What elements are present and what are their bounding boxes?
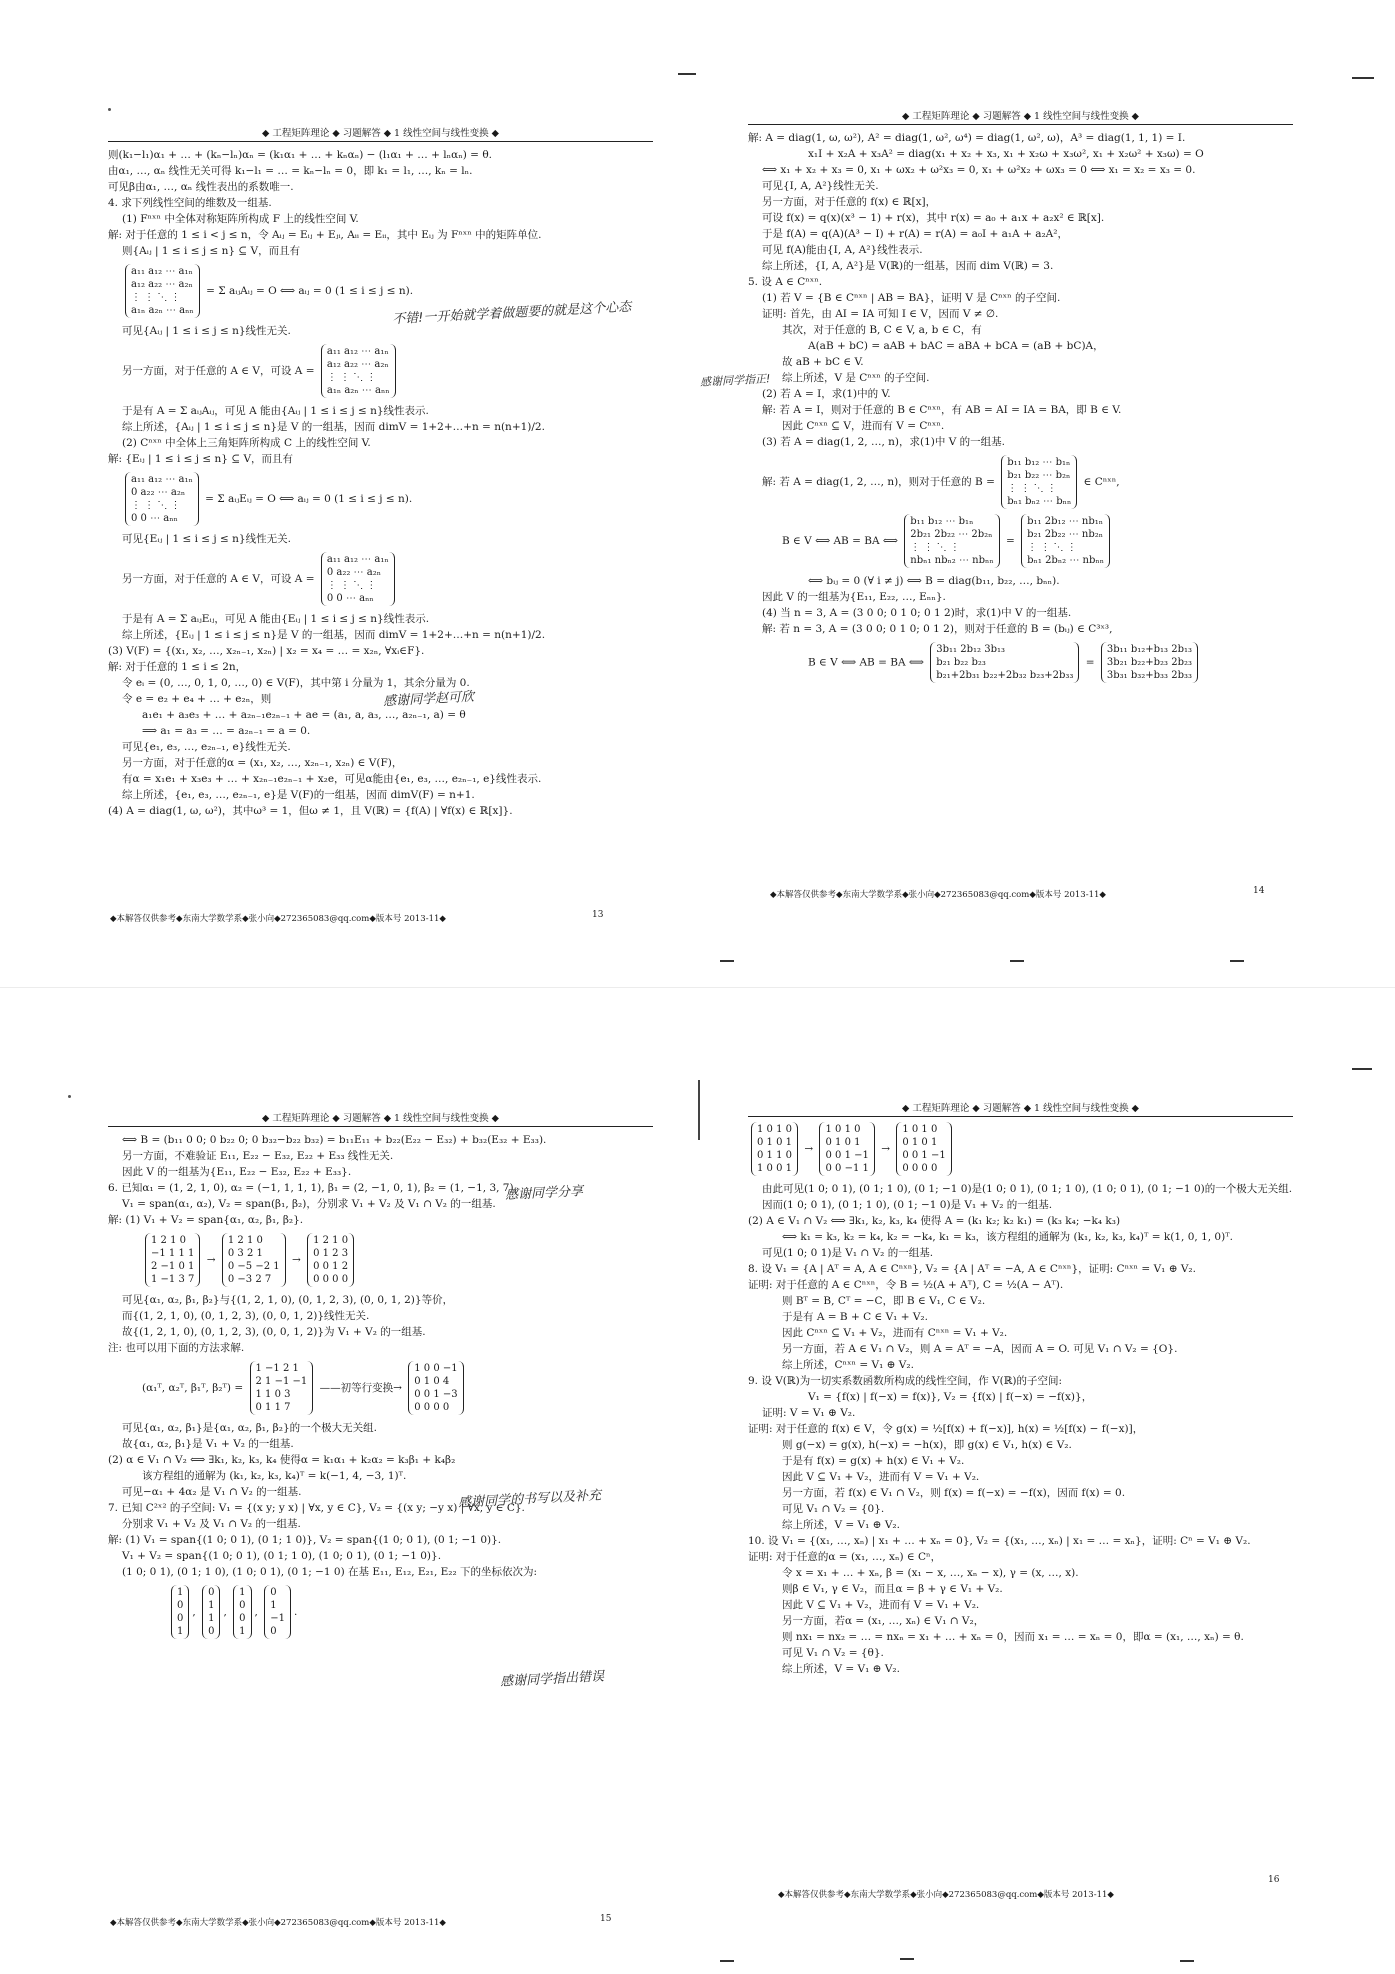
row-reduction: 1 2 1 0 −1 1 1 1 2 −1 0 1 1 −1 3 7 → 1 2 1 0 0 3 2 1 0 −5 −2 1 0 −3 2 7 → 1 2 1 0 0 1 2 3 0 0 1 2 0 0 0 0 xyxy=(108,1233,653,1287)
matrix: 1 2 1 0 0 1 2 3 0 0 1 2 0 0 0 0 xyxy=(307,1233,354,1287)
scan-mark xyxy=(1010,960,1024,962)
text-line: 故{α₁, α₂, β₁}是 V₁ + V₂ 的一组基. xyxy=(122,1438,294,1450)
text-line: 则 nx₁ = nx₂ = … = nxₙ = x₁ + … + xₙ = 0，因而 x₁ = … = xₙ = 0，即α = (x₁, …, xₙ) = θ. xyxy=(782,1631,1244,1643)
text-line: B ∈ V ⟺ AB = BA ⟺ xyxy=(808,656,924,669)
text-line: 则 Bᵀ = B, Cᵀ = −C，即 B ∈ V₁, C ∈ V₂. xyxy=(782,1295,986,1307)
text-line: ⟺ k₁ = k₃, k₂ = k₄, k₂ = −k₄, k₁ = k₃，该方程组的通解为 (k₁, k₂, k₃, k₄)ᵀ = k(1, 0, 1, 0)ᵀ. xyxy=(782,1231,1233,1243)
text-line: B ∈ V ⟺ AB = BA ⟺ xyxy=(782,535,898,547)
text-line: (2) A ∈ V₁ ∩ V₂ ⟺ ∃k₁, k₂, k₃, k₄ 使得 A = (k₁ k₂; k₂ k₁) = (k₃ k₄; −k₄ k₃) xyxy=(748,1215,1121,1227)
matrix: 0 1 −1 0 xyxy=(264,1585,291,1639)
matrix: 1 0 1 0 0 1 0 1 0 1 1 0 1 0 0 1 xyxy=(751,1122,798,1176)
text-line: (4) 当 n = 3, A = (3 0 0; 0 1 0; 0 1 2)时，求(1)中 V 的一组基. xyxy=(762,607,1072,619)
scan-mark xyxy=(900,1958,914,1960)
text-line: 故 aB + bC ∈ V. xyxy=(782,356,864,368)
text-line: 解: 对于任意的 1 ≤ i ≤ 2n， xyxy=(108,661,247,673)
text-line: (2) 若 A = I，求(1)中的 V. xyxy=(762,388,891,400)
problem-title: 7. 已知 C²ˣ² 的子空间: V₁ = {(x y; y x) | ∀x, y ∈ C}, V₂ = {(x y; −y x) | ∀x, y ∈ C}. xyxy=(108,1502,525,1514)
text-line: 可见{Aᵢⱼ | 1 ≤ i ≤ j ≤ n}线性无关. xyxy=(122,325,291,337)
text-line: 证明: V = V₁ ⊕ V₂. xyxy=(762,1407,856,1419)
text-line: (3) V(F) = {(x₁, x₂, …, x₂ₙ₋₁, x₂ₙ) | x₂ = x₄ = … = x₂ₙ, ∀xᵢ∈F}. xyxy=(108,645,425,657)
text-line: 可设 f(x) = q(x)(x³ − 1) + r(x)，其中 r(x) = a₀ + a₁x + a₂x² ∈ ℝ[x]. xyxy=(762,212,1105,224)
matrix: b₁₁ 2b₁₂ ⋯ nb₁ₙ b₂₁ 2b₂₂ ⋯ nb₂ₙ ⋮ ⋮ ⋱ ⋮ bₙ₁ 2bₙ₂ ⋯ nbₙₙ xyxy=(1021,514,1110,568)
text-line: 另一方面，对于任意的 A ∈ V，可设 A = xyxy=(122,365,315,377)
text-line: 可见−α₁ + 4α₂ 是 V₁ ∩ V₂ 的一组基. xyxy=(122,1486,302,1498)
text-line: (1) Fⁿˣⁿ 中全体对称矩阵所构成 F 上的线性空间 V. xyxy=(122,213,359,225)
text-line: = Σ aᵢⱼEᵢⱼ = O ⟺ aᵢⱼ = 0 (1 ≤ i ≤ j ≤ n). xyxy=(205,493,413,505)
text-line: (2) α ∈ V₁ ∩ V₂ ⟺ ∃k₁, k₂, k₃, k₄ 使得α = k₁α₁ + k₂α₂ = k₃β₁ + k₄β₂ xyxy=(108,1454,456,1466)
page-number: 15 xyxy=(600,1914,612,1924)
scan-mark xyxy=(1180,1960,1194,1962)
matrix: a₁₁ a₁₂ ⋯ a₁ₙ a₁₂ a₂₂ ⋯ a₂ₙ ⋮ ⋮ ⋱ ⋮ a₁ₙ a₂ₙ ⋯ aₙₙ xyxy=(321,344,396,398)
text-line: 因此 V 的一组基为{E₁₁, E₂₂, …, Eₙₙ}. xyxy=(762,591,946,603)
matrix: b₁₁ b₁₂ ⋯ b₁ₙ 2b₂₁ 2b₂₂ ⋯ 2b₂ₙ ⋮ ⋮ ⋱ ⋮ nbₙ₁ nbₙ₂ ⋯ nbₙₙ xyxy=(904,514,999,568)
matrix: a₁₁ a₁₂ ⋯ a₁ₙ a₁₂ a₂₂ ⋯ a₂ₙ ⋮ ⋮ ⋱ ⋮ a₁ₙ a₂ₙ ⋯ aₙₙ xyxy=(125,264,200,318)
page-header: ◆ 工程矩阵理论 ◆ 习题解答 ◆ 1 线性空间与线性变换 ◆ xyxy=(108,125,653,142)
page-header: ◆ 工程矩阵理论 ◆ 习题解答 ◆ 1 线性空间与线性变换 ◆ xyxy=(748,108,1293,125)
text-line: 解: A = diag(1, ω, ω²), A² = diag(1, ω², ω⁴) = diag(1, ω², ω)，A³ = diag(1, 1, 1) = I. xyxy=(748,132,1186,144)
text-line: (1 0; 0 1), (0 1; 1 0), (1 0; 0 1), (0 1; −1 0) 在基 E₁₁, E₁₂, E₂₁, E₂₂ 下的坐标依次为: xyxy=(122,1566,538,1578)
matrix: 3b₁₁ 2b₁₂ 3b₁₃ b₂₁ b₂₂ b₂₃ b₂₁+2b₃₁ b₂₂+2b₃₂ b₂₃+2b₃₃ xyxy=(930,642,1079,683)
text-line: = Σ aᵢⱼAᵢⱼ = O ⟺ aᵢⱼ = 0 (1 ≤ i ≤ j ≤ n). xyxy=(206,285,414,297)
text-line: 于是 f(A) = q(A)(A³ − I) + r(A) = r(A) = a₀I + a₁A + a₂A²， xyxy=(762,228,1068,240)
text-line: 证明: 对于任意的 A ∈ Cⁿˣⁿ，令 B = ½(A + Aᵀ), C = ½(A − Aᵀ). xyxy=(748,1279,1064,1291)
equation: B ∈ V ⟺ AB = BA ⟺ 3b₁₁ 2b₁₂ 3b₁₃ b₂₁ b₂₂ b₂₃ b₂₁+2b₃₁ b₂₂+2b₃₂ b₂₃+2b₃₃ = 3b₁₁ b₁₂+b₁₃ 2b₁₃ 3b₂₁ b₂₂+b₂₃ 2b₂₃ 3b₃₁ b₃₂+b₃₃ 2b₃₃ xyxy=(748,642,1293,683)
text-line: ⟹ a₁ = a₃ = … = a₂ₙ₋₁ = a = 0. xyxy=(142,725,311,737)
text-line: 其次，对于任意的 B, C ∈ V, a, b ∈ C，有 xyxy=(782,324,982,336)
matrix: 1 0 0 1 xyxy=(233,1585,251,1639)
page-number: 16 xyxy=(1268,1875,1280,1885)
text-line: 于是有 A = B + C ∈ V₁ + V₂. xyxy=(782,1311,928,1323)
text-line: 令 eᵢ = (0, …, 0, 1, 0, …, 0) ∈ V(F)，其中第 i 分量为 1，其余分量为 0. xyxy=(122,677,470,689)
text-line: V₁ = {f(x) | f(−x) = f(x)}, V₂ = {f(x) | f(−x) = −f(x)}， xyxy=(808,1391,1093,1403)
text-line: 解: 若 A = diag(1, 2, …, n)，则对于任意的 B = xyxy=(762,476,995,488)
problem-title: 10. 设 V₁ = {(x₁, …, xₙ) | x₁ + … + xₙ = 0}, V₂ = {(x₁, …, xₙ) | x₁ = … = xₙ}，证明: Cⁿ = V₁ ⊕ V₂. xyxy=(748,1535,1251,1547)
scan-mark xyxy=(678,73,696,75)
text-line: 令 e = e₂ + e₄ + … + e₂ₙ，则 xyxy=(122,693,272,705)
equation: 解: 若 A = diag(1, 2, …, n)，则对于任意的 B = b₁₁ b₁₂ ⋯ b₁ₙ b₂₁ b₂₂ ⋯ b₂ₙ ⋮ ⋮ ⋱ ⋮ bₙ₁ bₙ₂ ⋯ bₙₙ ∈ Cⁿˣⁿ, xyxy=(762,457,1120,507)
scan-mark xyxy=(1230,960,1244,962)
page-footer: ◆本解答仅供参考◆东南大学数学系◆张小向◆272365083@qq.com◆版本号 2013-11◆ xyxy=(110,914,446,924)
scan-mark xyxy=(698,1080,700,1140)
text-line: 解: 若 A = I，则对于任意的 B ∈ Cⁿˣⁿ，有 AB = AI = IA = BA，即 B ∈ V. xyxy=(762,404,1122,416)
page-footer: ◆本解答仅供参考◆东南大学数学系◆张小向◆272365083@qq.com◆版本号 2013-11◆ xyxy=(778,1890,1114,1900)
handwritten-note: 感谢同学分享 xyxy=(504,1183,584,1204)
text-line: 综上所述，V = V₁ ⊕ V₂. xyxy=(782,1519,900,1531)
page-header: ◆ 工程矩阵理论 ◆ 习题解答 ◆ 1 线性空间与线性变换 ◆ xyxy=(108,1110,653,1127)
matrix: 1 0 0 −1 0 1 0 4 0 0 1 −3 0 0 0 0 xyxy=(408,1361,463,1415)
text-line: 可见β由α₁, …, αₙ 线性表出的系数唯一. xyxy=(108,181,294,193)
handwritten-note: 感谢同学赵可欣 xyxy=(382,689,475,710)
text-line: 而{(1, 2, 1, 0), (0, 1, 2, 3), (0, 0, 1, 2)}线性无关. xyxy=(122,1310,370,1322)
page-footer: ◆本解答仅供参考◆东南大学数学系◆张小向◆272365083@qq.com◆版本号 2013-11◆ xyxy=(770,890,1106,900)
coordinate-vectors: 1 0 0 1 , 0 1 1 0 , 1 0 0 1 , 0 1 −1 0 . xyxy=(108,1585,653,1639)
matrix: 0 1 1 0 xyxy=(202,1585,220,1639)
text-line: 可见{Eᵢⱼ | 1 ≤ i ≤ j ≤ n}线性无关. xyxy=(122,533,291,545)
text-line: 因此 Cⁿˣⁿ ⊆ V，进而有 V = Cⁿˣⁿ. xyxy=(782,420,945,432)
problem-title: 6. 已知α₁ = (1, 2, 1, 0), α₂ = (−1, 1, 1, 1), β₁ = (2, −1, 0, 1), β₂ = (1, −1, 3, 7), xyxy=(108,1182,517,1194)
text-line: 因此 Cⁿˣⁿ ⊆ V₁ + V₂，进而有 Cⁿˣⁿ = V₁ + V₂. xyxy=(782,1327,1008,1339)
text-line: 故{(1, 2, 1, 0), (0, 1, 2, 3), (0, 0, 1, 2)}为 V₁ + V₂ 的一组基. xyxy=(122,1326,426,1338)
scan-mark xyxy=(720,1960,734,1962)
text-line: 证明: 首先，由 AI = IA 可知 I ∈ V，因而 V ≠ ∅. xyxy=(762,308,999,320)
text-line: 由此可见(1 0; 0 1), (0 1; 1 0), (0 1; −1 0)是(1 0; 0 1), (0 1; 1 0), (1 0; 0 1), (0 1; −1 0)的一个极大无关组. xyxy=(762,1183,1293,1195)
page-number: 14 xyxy=(1253,886,1265,896)
row-reduction: (α₁ᵀ, α₂ᵀ, β₁ᵀ, β₂ᵀ) = 1 −1 2 1 2 1 −1 −1 1 1 0 3 0 1 1 7 ——初等行变换→ 1 0 0 −1 0 1 0 4 0 0 1 −3 0 0 0 0 xyxy=(108,1361,653,1415)
text-line: 综上所述，{Aᵢⱼ | 1 ≤ i ≤ j ≤ n}是 V 的一组基，因而 dimV = 1+2+…+n = n(n+1)/2. xyxy=(122,421,545,433)
text-line: 可见 V₁ ∩ V₂ = {θ}. xyxy=(782,1647,884,1659)
handwritten-note: 感谢同学指出错误 xyxy=(499,1669,605,1690)
text-line: 有α = x₁e₁ + x₃e₃ + … + x₂ₙ₋₁e₂ₙ₋₁ + x₂e，可见α能由{e₁, e₃, …, e₂ₙ₋₁, e}线性表示. xyxy=(122,773,542,785)
text-line: 可见{I, A, A²}线性无关. xyxy=(762,180,879,192)
matrix: 1 2 1 0 −1 1 1 1 2 −1 0 1 1 −1 3 7 xyxy=(145,1233,200,1287)
text-line: 该方程组的通解为 (k₁, k₂, k₃, k₄)ᵀ = k(−1, 4, −3, 1)ᵀ. xyxy=(142,1470,407,1482)
text-line: A(aB + bC) = aAB + bAC = aBA + bCA = (aB + bC)A， xyxy=(808,340,1104,352)
matrix: 3b₁₁ b₁₂+b₁₃ 2b₁₃ 3b₂₁ b₂₂+b₂₃ 2b₂₃ 3b₃₁ b₃₂+b₃₃ 2b₃₃ xyxy=(1101,642,1198,683)
equation xyxy=(108,344,653,398)
handwritten-note: 感谢同学的书写以及补充 xyxy=(457,1488,602,1511)
text-line: 证明: 对于任意的α = (x₁, …, xₙ) ∈ Cⁿ， xyxy=(748,1551,942,1563)
matrix: 1 2 1 0 0 3 2 1 0 −5 −2 1 0 −3 2 7 xyxy=(222,1233,286,1287)
text-line: 则β ∈ V₁, γ ∈ V₂，而且α = β + γ ∈ V₁ + V₂. xyxy=(782,1583,1003,1595)
text-line: 则 g(−x) = g(x), h(−x) = −h(x)，即 g(x) ∈ V₁, h(x) ∈ V₂. xyxy=(782,1439,1072,1451)
text-line: 于是有 A = Σ aᵢⱼEᵢⱼ，可见 A 能由{Eᵢⱼ | 1 ≤ i ≤ j ≤ n}线性表示. xyxy=(122,613,430,625)
text-line: 于是有 A = Σ aᵢⱼAᵢⱼ，可见 A 能由{Aᵢⱼ | 1 ≤ i ≤ j ≤ n}线性表示. xyxy=(122,405,429,417)
text-line: 可见{α₁, α₂, β₁}是{α₁, α₂, β₁, β₂}的一个极大无关组. xyxy=(122,1422,377,1434)
text-line: 综上所述，{e₁, e₃, …, e₂ₙ₋₁, e}是 V(F)的一组基，因而 dimV(F) = n+1. xyxy=(122,789,475,801)
text-line: (2) Cⁿˣⁿ 中全体上三角矩阵所构成 C 上的线性空间 V. xyxy=(122,437,371,449)
text-line: 另一方面，若 f(x) ∈ V₁ ∩ V₂，则 f(x) = f(−x) = −f(x)，因而 f(x) = 0. xyxy=(782,1487,1126,1499)
problem-title: 9. 设 V(ℝ)为一切实系数函数所构成的线性空间，作 V(ℝ)的子空间: xyxy=(748,1375,1063,1387)
text-line: 则{Aᵢⱼ | 1 ≤ i ≤ j ≤ n} ⊆ V，而且有 xyxy=(122,245,301,257)
text-line: 另一方面，不难验证 E₁₁, E₂₂ − E₃₂, E₂₂ + E₃₃ 线性无关. xyxy=(122,1150,394,1162)
scan-mark xyxy=(1352,77,1374,79)
text-line: 注: 也可以用下面的方法求解. xyxy=(108,1342,245,1354)
text-line: 另一方面，对于任意的 f(x) ∈ ℝ[x]， xyxy=(762,196,937,208)
text-line: 分别求 V₁ + V₂ 及 V₁ ∩ V₂ 的一组基. xyxy=(122,1518,301,1530)
text-line: 则(k₁−l₁)α₁ + … + (kₙ−lₙ)αₙ = (k₁α₁ + … + kₙαₙ) − (l₁α₁ + … + lₙαₙ) = θ. xyxy=(108,149,492,161)
page-number: 13 xyxy=(592,910,604,920)
text-line: ⟺ x₁ + x₂ + x₃ = 0, x₁ + ωx₂ + ω²x₃ = 0, x₁ + ω²x₂ + ωx₃ = 0 ⟺ x₁ = x₂ = x₃ = 0. xyxy=(762,164,1196,176)
text-line: ⟺ bᵢⱼ = 0 (∀ i ≠ j) ⟺ B = diag(b₁₁, b₂₂, …, bₙₙ). xyxy=(808,575,1060,587)
text-line: 因此 V 的一组基为{E₁₁, E₂₂ − E₃₂, E₂₂ + E₃₃}. xyxy=(122,1166,352,1178)
text-line: 因而(1 0; 0 1), (0 1; 1 0), (0 1; −1 0)是 V₁ + V₂ 的一组基. xyxy=(762,1199,1053,1211)
text-line: 令 x = x₁ + … + xₙ, β = (x₁ − x, …, xₙ − x), γ = (x, …, x). xyxy=(782,1567,1079,1579)
matrix: 1 −1 2 1 2 1 −1 −1 1 1 0 3 0 1 1 7 xyxy=(250,1361,314,1415)
text-line: 解: (1) V₁ + V₂ = span{α₁, α₂, β₁, β₂}. xyxy=(108,1214,304,1226)
text-line: 可见 V₁ ∩ V₂ = {0}. xyxy=(782,1503,885,1515)
text-line: 可见{e₁, e₃, …, e₂ₙ₋₁, e}线性无关. xyxy=(122,741,291,753)
text-line: 综上所述，V = V₁ ⊕ V₂. xyxy=(782,1663,900,1675)
text-line: 解: 若 n = 3, A = (3 0 0; 0 1 0; 0 1 2)，则对于任意的 B = (bᵢⱼ) ∈ C³ˣ³, xyxy=(762,623,1113,635)
text-line: 可见{α₁, α₂, β₁, β₂}与{(1, 2, 1, 0), (0, 1, 2, 3), (0, 0, 1, 2)}等价， xyxy=(122,1294,454,1306)
text-line: (3) 若 A = diag(1, 2, …, n)，求(1)中 V 的一组基. xyxy=(762,436,1005,448)
page-footer: ◆本解答仅供参考◆东南大学数学系◆张小向◆272365083@qq.com◆版本号 2013-11◆ xyxy=(110,1918,446,1928)
page-16 xyxy=(748,1100,1293,1677)
matrix: 1 0 0 1 xyxy=(171,1585,189,1639)
matrix: b₁₁ b₁₂ ⋯ b₁ₙ b₂₁ b₂₂ ⋯ b₂ₙ ⋮ ⋮ ⋱ ⋮ bₙ₁ bₙ₂ ⋯ bₙₙ xyxy=(1001,455,1077,509)
text-line: 因此 V ⊆ V₁ + V₂，进而有 V = V₁ + V₂. xyxy=(782,1471,980,1483)
scan-speck xyxy=(108,108,111,111)
text-line: ⟺ B = (b₁₁ 0 0; 0 b₂₂ 0; 0 b₃₂−b₂₂ b₃₂) = b₁₁E₁₁ + b₂₂(E₂₂ − E₃₂) + b₃₂(E₃₂ + E₃₃). xyxy=(122,1134,547,1146)
matrix: a₁₁ a₁₂ ⋯ a₁ₙ 0 a₂₂ ⋯ a₂ₙ ⋮ ⋮ ⋱ ⋮ 0 0 ⋯ aₙₙ xyxy=(321,552,395,606)
equation xyxy=(108,552,653,606)
text-line: 解: {Eᵢⱼ | 1 ≤ i ≤ j ≤ n} ⊆ V，而且有 xyxy=(108,453,294,465)
text-line: 综上所述，Cⁿˣⁿ = V₁ ⊕ V₂. xyxy=(782,1359,914,1371)
text-line: 另一方面，对于任意的α = (x₁, x₂, …, x₂ₙ₋₁, x₂ₙ) ∈ V(F)， xyxy=(122,757,403,769)
text-line: 可见 f(A)能由{I, A, A²}线性表示. xyxy=(762,244,923,256)
problem-title: 5. 设 A ∈ Cⁿˣⁿ. xyxy=(748,276,823,288)
page-13 xyxy=(108,125,653,819)
handwritten-note: 不错!一开始就学着做题要的就是这个心态 xyxy=(391,299,632,328)
matrix: 1 0 1 0 0 1 0 1 0 0 1 −1 0 0 −1 1 xyxy=(819,1122,874,1176)
text-line: 解: (1) V₁ = span{(1 0; 0 1), (0 1; 1 0)}, V₂ = span{(1 0; 0 1), (0 1; −1 0)}. xyxy=(108,1534,502,1546)
text-line: 另一方面，对于任意的 A ∈ V，可设 A = xyxy=(122,573,315,585)
page-14 xyxy=(748,108,1293,688)
text-line: 于是有 f(x) = g(x) + h(x) ∈ V₁ + V₂. xyxy=(782,1455,965,1467)
scan-speck xyxy=(68,1095,71,1098)
problem-title: 8. 设 V₁ = {A | Aᵀ = A, A ∈ Cⁿˣⁿ}, V₂ = {A | Aᵀ = −A, A ∈ Cⁿˣⁿ}，证明: Cⁿˣⁿ = V₁ ⊕ V₂. xyxy=(748,1263,1196,1275)
text-line: 因此 V ⊆ V₁ + V₂，进而有 V = V₁ + V₂. xyxy=(782,1599,980,1611)
text-line: 综上所述，V 是 Cⁿˣⁿ 的子空间. xyxy=(782,372,930,384)
text-line: a₁e₁ + a₃e₃ + … + a₂ₙ₋₁e₂ₙ₋₁ + ae = (a₁, a, a₃, …, a₂ₙ₋₁, a) = θ xyxy=(142,709,466,721)
text-line: V₁ = span(α₁, α₂), V₂ = span(β₁, β₂)，分别求 V₁ + V₂ 及 V₁ ∩ V₂ 的一组基. xyxy=(122,1198,496,1210)
matrix: a₁₁ a₁₂ ⋯ a₁ₙ 0 a₂₂ ⋯ a₂ₙ ⋮ ⋮ ⋱ ⋮ 0 0 ⋯ aₙₙ xyxy=(125,472,199,526)
text-line: 另一方面，若 A ∈ V₁ ∩ V₂，则 A = Aᵀ = −A，因而 A = O. 可见 V₁ ∩ V₂ = {O}. xyxy=(782,1343,1178,1355)
page-header: ◆ 工程矩阵理论 ◆ 习题解答 ◆ 1 线性空间与线性变换 ◆ xyxy=(748,1100,1293,1117)
text-line: 证明: 对于任意的 f(x) ∈ V，令 g(x) = ½[f(x) + f(−x)], h(x) = ½[f(x) − f(−x)]， xyxy=(748,1423,1144,1435)
text-line: 由α₁, …, αₙ 线性无关可得 k₁−l₁ = … = kₙ−lₙ = 0，即 k₁ = l₁, …, kₙ = lₙ. xyxy=(108,165,473,177)
text-line: (1) 若 V = {B ∈ Cⁿˣⁿ | AB = BA}，证明 V 是 Cⁿˣⁿ 的子空间. xyxy=(762,292,1061,304)
scan-mark xyxy=(1352,1068,1372,1070)
row-reduction: 1 0 1 0 0 1 0 1 0 1 1 0 1 0 0 1 → 1 0 1 0 0 1 0 1 0 0 1 −1 0 0 −1 1 → 1 0 1 0 0 1 0 1 0 0 1 −1 0 0 0 0 xyxy=(748,1122,1293,1176)
problem-title: 4. 求下列线性空间的维数及一组基. xyxy=(108,197,272,209)
text-line: (4) A = diag(1, ω, ω²)，其中ω³ = 1，但ω ≠ 1，且 V(ℝ) = {f(A) | ∀f(x) ∈ ℝ[x]}. xyxy=(108,805,513,817)
equation: B ∈ V ⟺ AB = BA ⟺ b₁₁ b₁₂ ⋯ b₁ₙ 2b₂₁ 2b₂₂ ⋯ 2b₂ₙ ⋮ ⋮ ⋱ ⋮ nbₙ₁ nbₙ₂ ⋯ nbₙₙ = b₁₁ 2b₁₂ ⋯ nb₁ₙ b₂₁ 2b₂₂ ⋯ nb₂ₙ ⋮ ⋮ ⋱ ⋮ bₙ₁ 2bₙ₂ ⋯ nbₙₙ xyxy=(748,514,1293,568)
text-line: 可见(1 0; 0 1)是 V₁ ∩ V₂ 的一组基. xyxy=(762,1247,934,1259)
text-line: 另一方面，若α = (x₁, …, xₙ) ∈ V₁ ∩ V₂， xyxy=(782,1615,985,1627)
text-line: V₁ + V₂ = span{(1 0; 0 1), (0 1; 1 0), (1 0; 0 1), (0 1; −1 0)}. xyxy=(122,1550,442,1562)
text-line: x₁I + x₂A + x₃A² = diag(x₁ + x₂ + x₃, x₁ + x₂ω + x₃ω², x₁ + x₂ω² + x₃ω) = O xyxy=(808,148,1204,160)
scan-mark xyxy=(720,960,734,962)
text-line: 综上所述，{I, A, A²}是 V(ℝ)的一组基，因而 dim V(ℝ) = 3. xyxy=(762,260,1054,272)
handwritten-note: 感谢同学指正! xyxy=(699,372,771,389)
equation xyxy=(108,472,653,526)
matrix: 1 0 1 0 0 1 0 1 0 0 1 −1 0 0 0 0 xyxy=(896,1122,951,1176)
text-line: 解: 对于任意的 1 ≤ i < j ≤ n，令 Aᵢⱼ = Eᵢⱼ + Eⱼᵢ, Aᵢᵢ = Eᵢᵢ，其中 Eᵢⱼ 为 Fⁿˣⁿ 中的矩阵单位. xyxy=(108,229,542,241)
text-line: 综上所述，{Eᵢⱼ | 1 ≤ i ≤ j ≤ n}是 V 的一组基，因而 dimV = 1+2+…+n = n(n+1)/2. xyxy=(122,629,546,641)
